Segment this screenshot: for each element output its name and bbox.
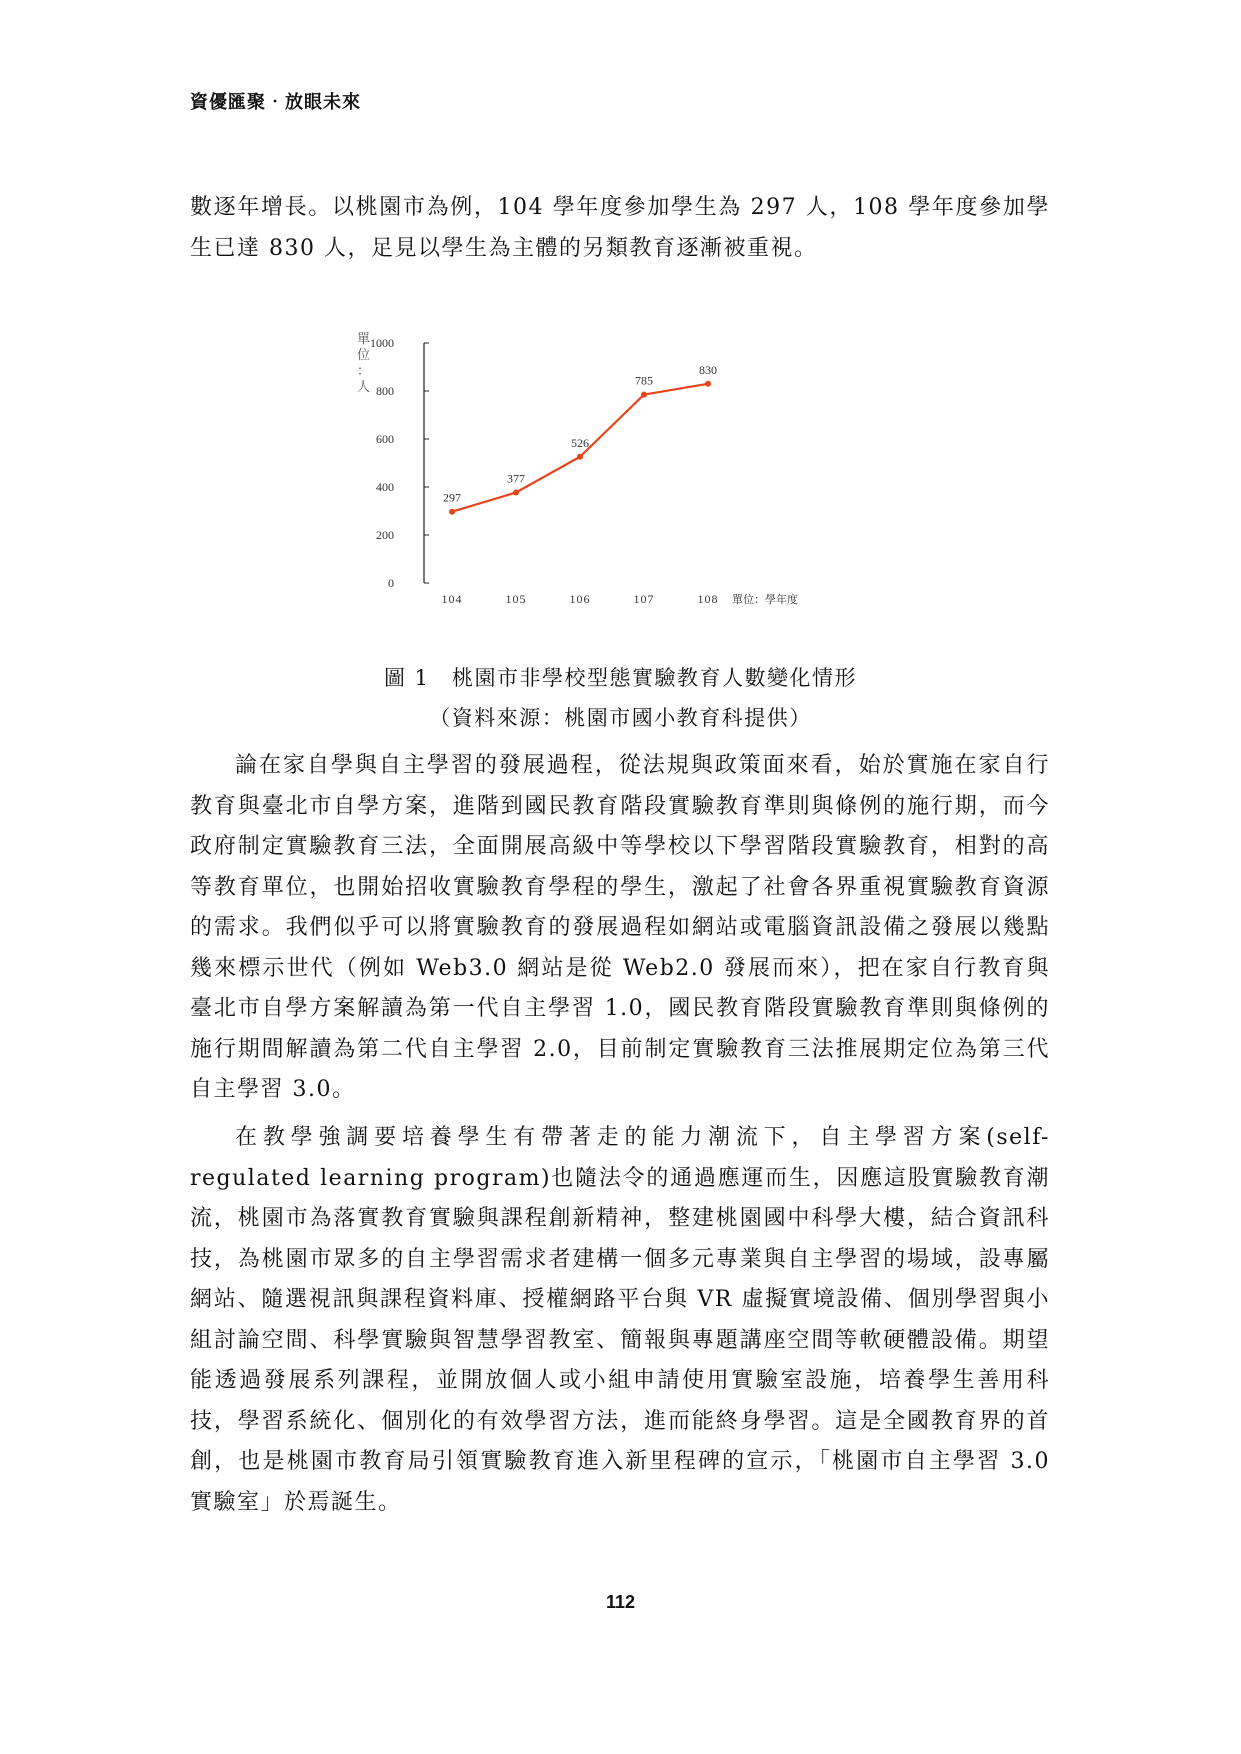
data-label: 785	[635, 373, 653, 388]
line-chart	[352, 325, 892, 655]
x-axis-label: 單位：學年度	[732, 593, 798, 606]
data-point	[705, 381, 711, 387]
series-line	[443, 363, 717, 515]
figure-caption: 圖 1 桃園市非學校型態實驗教育人數變化情形	[383, 666, 858, 690]
y-tick-label: 1000	[370, 336, 394, 350]
page-number: 112	[605, 1592, 636, 1612]
data-point	[449, 509, 455, 515]
y-axis-label-char: ：	[357, 363, 371, 378]
y-tick-label: 400	[376, 480, 394, 494]
x-tick-label: 106	[569, 592, 591, 606]
running-header: 資優匯聚‧放眼未來	[190, 92, 361, 113]
body-paragraph-1: 論在家自學與自主學習的發展過程，從法規與政策面來看，始於實施在家自行教育與臺北市自學方案，進階到國民教育階段實驗教育準則與條例的施行期，而今政府制定實驗教育三法，全面開展高級中等學校以下學習階段實驗教育，相對的高等教育單位，也開始招收實驗教育學程的學生，激起了社會各界重視實驗教育資源的需求。我們似乎可以將實驗教育的發展過程如網站或電腦資訊設備之發展以幾點幾來標示世代（例如 Web3.0 網站是從 Web2.0 發展而來），把在家自行教育與臺北市自學方案解讀為第一代自主學習 1.0，國民教育階段實驗教育準則與條例的施行期間解讀為第二代自主學習 2.0，目前制定實驗教育三法推展期定位為第三代自主學習 3.0。	[190, 753, 1050, 1102]
x-tick-label: 108	[697, 592, 719, 606]
x-axis	[442, 592, 719, 606]
data-label: 526	[571, 435, 589, 450]
body-paragraph-2: 在教學強調要培養學生有帶著走的能力潮流下，自主學習方案(self-regulated learning program)也隨法令的通過應運而生，因應這股實驗教育潮流，桃園市為落實教育實驗與課程創新精神，整建桃園國中科學大樓，結合資訊科技，為桃園市眾多的自主學習需求者建構一個多元專業與自主學習的場域，設專屬網站、隨選視訊與課程資料庫、授權網路平台與 VR 虛擬實境設備、個別學習與小組討論空間、科學實驗與智慧學習教室、簡報與專題講座空間等軟硬體設備。期望能透過發展系列課程，並開放個人或小組申請使用實驗室設施，培養學生善用科技，學習系統化、個別化的有效學習方法，進而能終身學習。這是全國教育界的首創，也是桃園市教育局引領實驗教育進入新里程碑的宣示，「桃園市自主學習 3.0 實驗室」於焉誕生。	[190, 1125, 1050, 1515]
y-axis-label	[357, 331, 370, 394]
data-point	[577, 454, 583, 460]
figure-source: （資料來源：桃園市國小教育科提供）	[429, 706, 812, 730]
y-tick-label: 200	[376, 528, 394, 542]
x-tick-label: 104	[441, 592, 463, 606]
x-tick-label: 105	[505, 592, 527, 606]
data-label: 297	[443, 490, 461, 505]
y-tick-label: 600	[376, 432, 394, 446]
y-axis-label-char: 人	[357, 379, 371, 394]
y-axis-label-char: 單	[357, 331, 371, 346]
y-tick-label: 0	[388, 576, 394, 590]
data-point	[641, 392, 647, 398]
y-tick-label: 800	[376, 384, 394, 398]
data-label: 377	[507, 471, 525, 486]
intro-paragraph: 數逐年增長。以桃園市為例，104 學年度參加學生為 297 人，108 學年度參加學生已達 830 人，足見以學生為主體的另類教育逐漸被重視。	[190, 195, 1050, 261]
y-axis-label-char: 位	[357, 347, 371, 362]
x-tick-label: 107	[633, 592, 655, 606]
data-label: 830	[699, 362, 717, 377]
y-axis	[370, 336, 429, 590]
data-point	[513, 490, 519, 496]
